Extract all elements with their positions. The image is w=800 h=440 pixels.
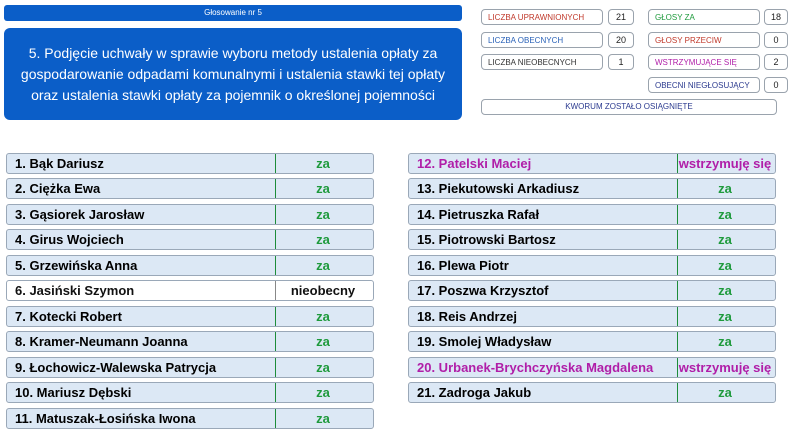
stat-uprawnionych-label: LICZBA UPRAWNIONYCH — [481, 9, 603, 25]
vote-result: za — [718, 207, 732, 222]
councillor-name: 19. Smolej Władysław — [417, 334, 552, 349]
councillor-row — [6, 255, 374, 276]
vote-result: za — [316, 207, 330, 222]
vote-result: wstrzymuję się — [678, 156, 772, 171]
quorum-status: KWORUM ZOSTAŁO OSIĄGNIĘTE — [481, 99, 777, 115]
councillor-row — [6, 178, 374, 199]
councillor-name: 8. Kramer-Neumann Joanna — [15, 334, 188, 349]
councillor-row — [6, 382, 374, 403]
stat-nieobecnych-label: LICZBA NIEOBECNYCH — [481, 54, 603, 70]
councillor-row — [6, 306, 374, 327]
councillor-name: 13. Piekutowski Arkadiusz — [417, 181, 580, 196]
voting-header: Głosowanie nr 5 — [4, 5, 462, 21]
councillor-row — [408, 255, 776, 276]
stat-wstrzymujace-label: WSTRZYMUJĄCE SIĘ — [648, 54, 760, 70]
stat-za-value: 18 — [764, 9, 788, 25]
councillor-name: 6. Jasiński Szymon — [15, 283, 135, 298]
stat-wstrzymujace-value: 2 — [764, 54, 788, 70]
vote-result: za — [316, 411, 330, 426]
vote-result: nieobecny — [290, 283, 356, 298]
vote-result: za — [316, 232, 330, 247]
councillor-name: 10. Mariusz Dębski — [15, 385, 132, 400]
councillor-row — [6, 408, 374, 429]
vote-result: za — [718, 385, 732, 400]
councillor-name: 2. Ciężka Ewa — [15, 181, 101, 196]
councillor-name: 5. Grzewińska Anna — [15, 258, 138, 273]
vote-result: za — [718, 283, 732, 298]
councillor-row — [6, 280, 374, 301]
stat-przeciw-value: 0 — [764, 32, 788, 48]
councillor-row — [6, 153, 374, 174]
councillor-row — [408, 306, 776, 327]
stat-nieglosujacy-value: 0 — [764, 77, 788, 93]
vote-result: za — [316, 309, 330, 324]
vote-result: za — [316, 334, 330, 349]
vote-result: za — [316, 258, 330, 273]
councillor-row — [408, 229, 776, 250]
vote-result: za — [718, 181, 732, 196]
councillor-row — [6, 229, 374, 250]
councillor-row — [408, 280, 776, 301]
vote-result: za — [718, 258, 732, 273]
vote-result: wstrzymuję się — [678, 360, 772, 375]
stat-uprawnionych-value: 21 — [608, 9, 634, 25]
councillor-name: 18. Reis Andrzej — [417, 309, 517, 324]
councillor-row — [408, 331, 776, 352]
stat-przeciw-label: GŁOSY PRZECIW — [648, 32, 760, 48]
vote-result: za — [316, 360, 330, 375]
councillor-name: 9. Łochowicz-Walewska Patrycja — [15, 360, 217, 375]
stat-nieglosujacy-label: OBECNI NIEGŁOSUJĄCY — [648, 77, 760, 93]
councillor-name: 3. Gąsiorek Jarosław — [15, 207, 145, 222]
councillor-name: 20. Urbanek-Brychczyńska Magdalena — [417, 360, 654, 375]
vote-result: za — [718, 309, 732, 324]
resolution-title — [4, 28, 462, 120]
stat-za-label: GŁOSY ZA — [648, 9, 760, 25]
councillor-row — [6, 331, 374, 352]
councillor-name: 14. Pietruszka Rafał — [417, 207, 540, 222]
stat-obecnych-value: 20 — [608, 32, 634, 48]
councillor-name: 17. Poszwa Krzysztof — [417, 283, 549, 298]
councillor-name: 21. Zadroga Jakub — [417, 385, 532, 400]
councillor-name: 15. Piotrowski Bartosz — [417, 232, 556, 247]
councillor-name: 4. Girus Wojciech — [15, 232, 124, 247]
vote-result: za — [718, 334, 732, 349]
resolution-text: 5. Podjęcie uchwały w sprawie wyboru metody ustalenia opłaty za gospodarowanie odpadami komunalnymi i ustalenia stawki tej opłaty oraz ustalenia stawki opłaty za pojemnik o określonej pojemności — [20, 44, 446, 103]
vote-result: za — [718, 232, 732, 247]
vote-result: za — [316, 156, 330, 171]
stat-obecnych-label: LICZBA OBECNYCH — [481, 32, 603, 48]
councillor-row — [6, 357, 374, 378]
councillor-name: 12. Patelski Maciej — [417, 156, 532, 171]
stat-nieobecnych-value: 1 — [608, 54, 634, 70]
vote-result: za — [316, 181, 330, 196]
councillor-row — [408, 153, 776, 174]
councillor-name: 1. Bąk Dariusz — [15, 156, 104, 171]
vote-result: za — [316, 385, 330, 400]
councillor-row — [408, 204, 776, 225]
councillor-row — [408, 382, 776, 403]
councillor-row — [6, 204, 374, 225]
councillor-row — [408, 357, 776, 378]
councillor-row — [408, 178, 776, 199]
councillor-name: 11. Matuszak-Łosińska Iwona — [15, 411, 196, 426]
councillor-name: 16. Plewa Piotr — [417, 258, 509, 273]
councillor-name: 7. Kotecki Robert — [15, 309, 122, 324]
